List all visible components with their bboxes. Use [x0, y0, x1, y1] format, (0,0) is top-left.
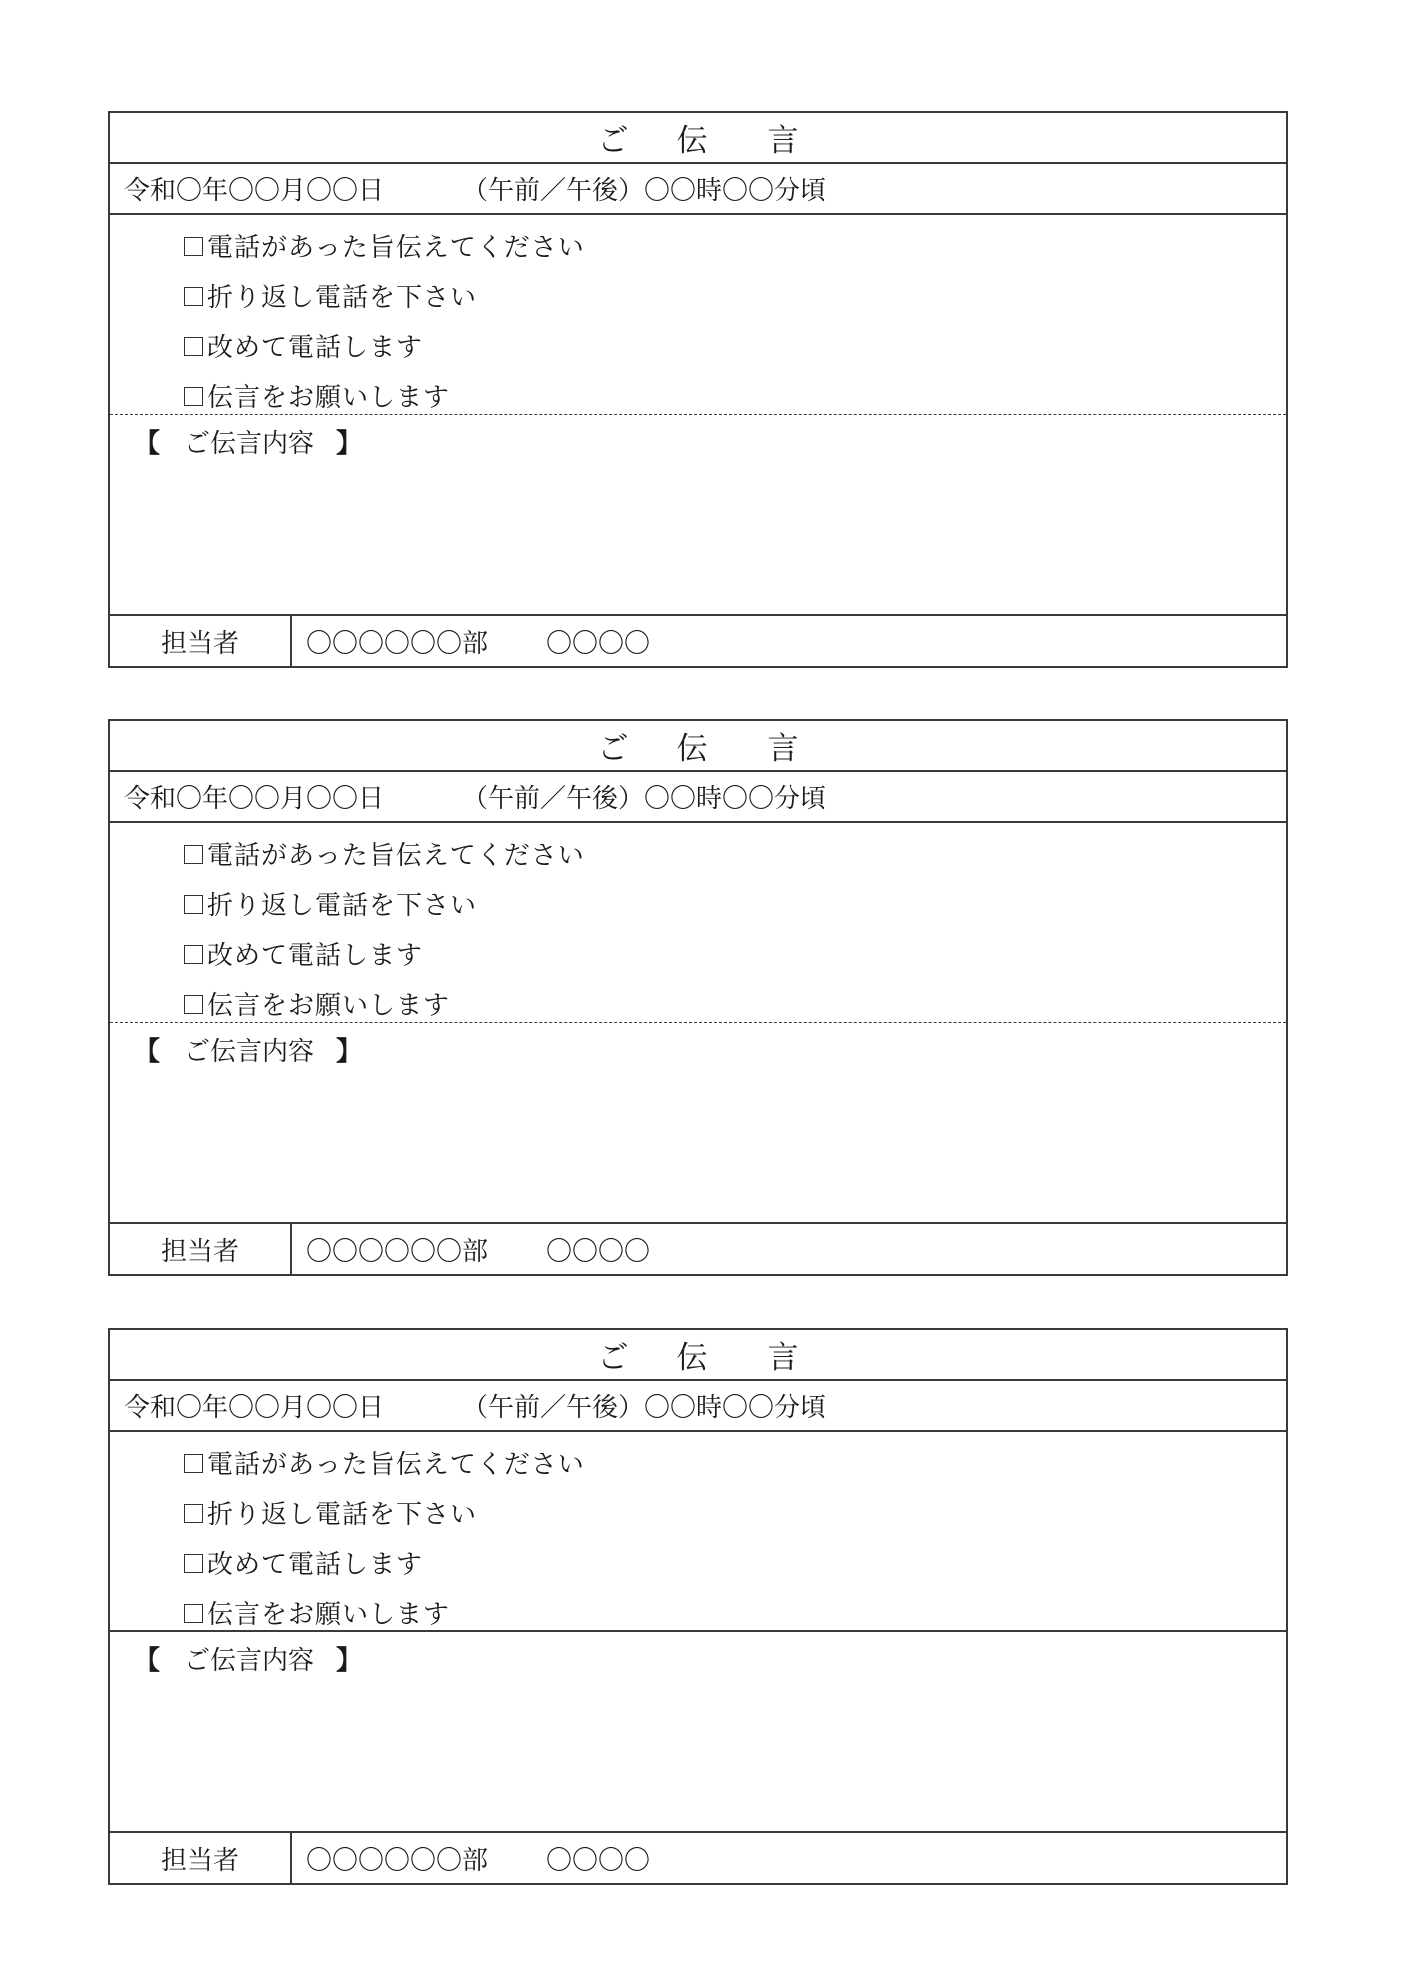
message-content-area[interactable] [110, 1632, 1286, 1833]
option-label: 電話があった旨伝えてください [207, 232, 585, 263]
checkbox-icon[interactable] [184, 337, 203, 356]
option-label: 改めて電話します [207, 940, 424, 971]
form-title [110, 721, 1286, 772]
option-label: 伝言をお願いします [207, 990, 451, 1021]
bracket-open: 【 [134, 1037, 161, 1067]
message-content-area[interactable] [110, 1023, 1286, 1224]
assignee-value[interactable] [292, 1224, 650, 1274]
option-item[interactable] [184, 978, 1286, 1028]
assignee-name: 〇〇〇〇 [546, 1236, 651, 1267]
option-label: 折り返し電話を下さい [207, 282, 478, 313]
option-item[interactable] [184, 270, 1286, 320]
option-item[interactable] [184, 1487, 1286, 1537]
option-label: 折り返し電話を下さい [207, 890, 478, 921]
assignee-label: 担当者 [110, 1224, 292, 1274]
date-time-row [110, 772, 1286, 823]
options-list [110, 1432, 1286, 1632]
option-label: 改めて電話します [207, 1549, 424, 1580]
title-char: 伝 [676, 731, 708, 767]
checkbox-icon[interactable] [184, 237, 203, 256]
option-item[interactable] [184, 828, 1286, 878]
title-char: 言 [767, 731, 799, 767]
content-label: ご伝言内容 [184, 429, 315, 459]
message-form-2 [108, 719, 1288, 1276]
checkbox-icon[interactable] [184, 945, 203, 964]
checkbox-icon[interactable] [184, 387, 203, 406]
assignee-department: 〇〇〇〇〇〇部 [306, 1845, 489, 1876]
date-field[interactable]: 令和〇年〇〇月〇〇日 [124, 1393, 385, 1423]
date-field[interactable]: 令和〇年〇〇月〇〇日 [124, 784, 385, 814]
option-label: 折り返し電話を下さい [207, 1499, 478, 1530]
title-char: 伝 [676, 123, 708, 159]
assignee-department: 〇〇〇〇〇〇部 [306, 1236, 489, 1267]
checkbox-icon[interactable] [184, 1454, 203, 1473]
message-form-1 [108, 111, 1288, 668]
assignee-name: 〇〇〇〇 [546, 628, 651, 659]
option-item[interactable] [184, 928, 1286, 978]
assignee-label: 担当者 [110, 1833, 292, 1883]
option-label: 伝言をお願いします [207, 382, 451, 413]
option-item[interactable] [184, 878, 1286, 928]
checkbox-icon[interactable] [184, 1504, 203, 1523]
assignee-value[interactable] [292, 1833, 650, 1883]
date-time-row [110, 164, 1286, 215]
option-label: 電話があった旨伝えてください [207, 840, 585, 871]
title-char: 言 [767, 1340, 799, 1376]
date-time-row [110, 1381, 1286, 1432]
option-item[interactable] [184, 1537, 1286, 1587]
assignee-label: 担当者 [110, 616, 292, 666]
options-list [110, 215, 1286, 415]
time-field[interactable]: （午前／午後）〇〇時〇〇分頃 [462, 1393, 827, 1423]
assignee-row [110, 1224, 1286, 1274]
options-list [110, 823, 1286, 1023]
title-char: ご [597, 123, 629, 159]
checkbox-icon[interactable] [184, 1604, 203, 1623]
option-label: 改めて電話します [207, 332, 424, 363]
option-item[interactable] [184, 1587, 1286, 1637]
option-item[interactable] [184, 1437, 1286, 1487]
assignee-row [110, 1833, 1286, 1883]
checkbox-icon[interactable] [184, 895, 203, 914]
form-title [110, 1330, 1286, 1381]
date-field[interactable]: 令和〇年〇〇月〇〇日 [124, 176, 385, 206]
title-char: ご [597, 1340, 629, 1376]
checkbox-icon[interactable] [184, 287, 203, 306]
bracket-open: 【 [134, 429, 161, 459]
message-content-area[interactable] [110, 415, 1286, 616]
assignee-name: 〇〇〇〇 [546, 1845, 651, 1876]
option-item[interactable] [184, 320, 1286, 370]
bracket-close: 】 [336, 429, 363, 459]
checkbox-icon[interactable] [184, 1554, 203, 1573]
bracket-open: 【 [134, 1646, 161, 1676]
assignee-value[interactable] [292, 616, 650, 666]
option-item[interactable] [184, 370, 1286, 420]
title-char: 伝 [676, 1340, 708, 1376]
time-field[interactable]: （午前／午後）〇〇時〇〇分頃 [462, 176, 827, 206]
message-form-3 [108, 1328, 1288, 1885]
form-title [110, 113, 1286, 164]
bracket-close: 】 [336, 1037, 363, 1067]
checkbox-icon[interactable] [184, 995, 203, 1014]
title-char: ご [597, 731, 629, 767]
assignee-department: 〇〇〇〇〇〇部 [306, 628, 489, 659]
assignee-row [110, 616, 1286, 666]
content-label: ご伝言内容 [184, 1646, 315, 1676]
content-label: ご伝言内容 [184, 1037, 315, 1067]
title-char: 言 [767, 123, 799, 159]
option-item[interactable] [184, 220, 1286, 270]
option-label: 電話があった旨伝えてください [207, 1449, 585, 1480]
option-label: 伝言をお願いします [207, 1599, 451, 1630]
time-field[interactable]: （午前／午後）〇〇時〇〇分頃 [462, 784, 827, 814]
checkbox-icon[interactable] [184, 845, 203, 864]
bracket-close: 】 [336, 1646, 363, 1676]
